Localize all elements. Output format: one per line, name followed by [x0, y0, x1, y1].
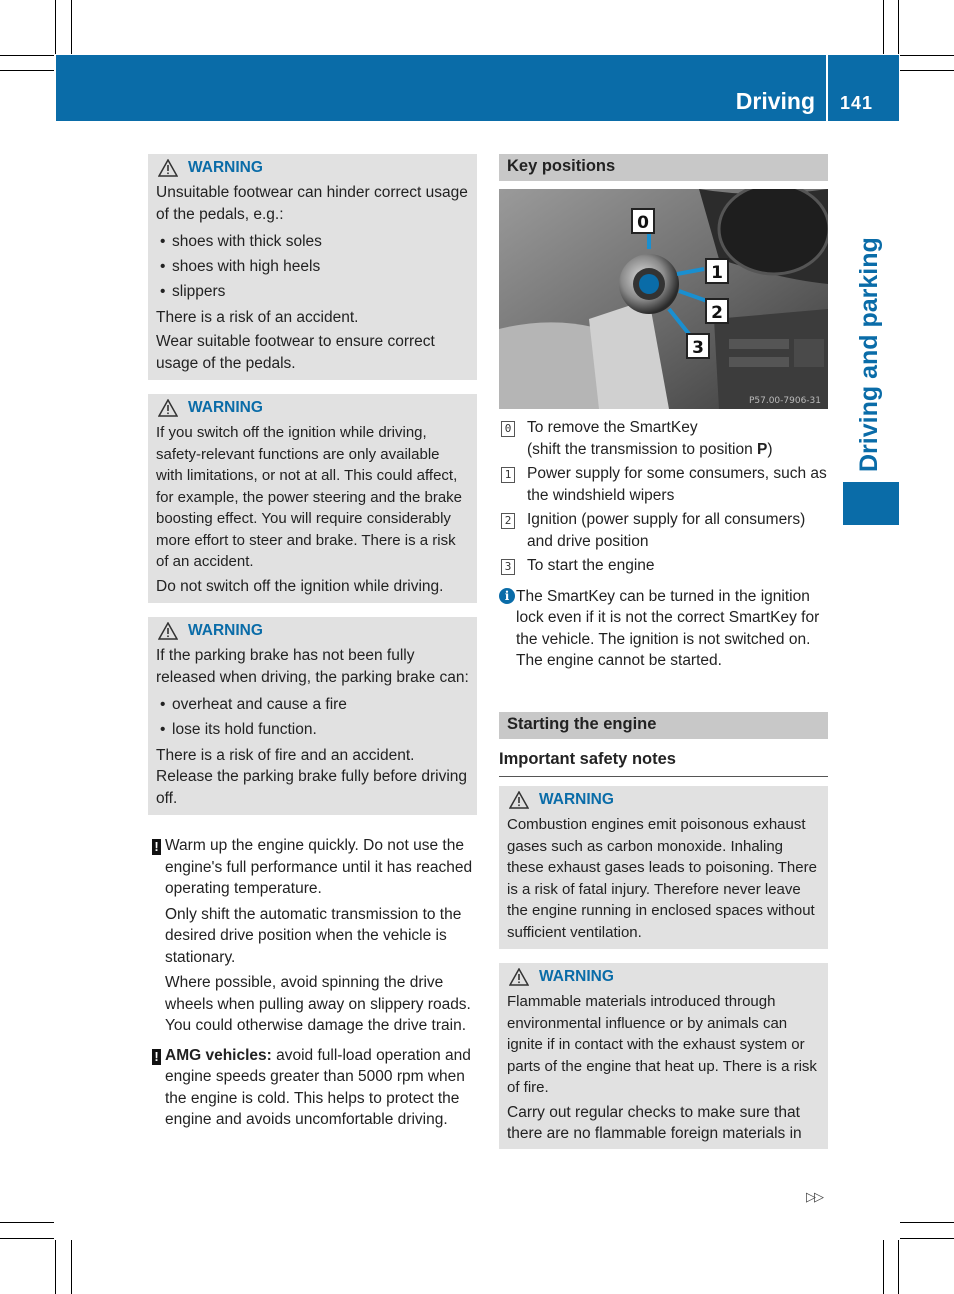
crop-mark	[883, 0, 884, 54]
key-positions-heading: Key positions	[499, 154, 828, 181]
note-text: Only shift the automatic transmission to the desired drive position when the vehicle is stationary.	[165, 905, 462, 966]
crop-mark	[900, 70, 954, 71]
callout-1: 1	[711, 263, 723, 283]
position-number: 3	[501, 559, 515, 575]
header-divider	[826, 55, 828, 121]
chapter-title: Driving and parking	[855, 237, 883, 472]
exclamation-icon: !	[152, 1049, 161, 1065]
right-column	[499, 154, 828, 1163]
crop-mark	[55, 1240, 56, 1294]
warning-triangle-icon	[509, 791, 529, 809]
position-number: 0	[501, 421, 515, 437]
note-text: Warm up the engine quickly. Do not use the engine's full performance until it has reached operating temperature.	[165, 837, 473, 897]
warning-text: There is a risk of fire and an accident. Release the parking brake fully before driving off.	[156, 746, 468, 807]
crop-mark	[883, 1240, 884, 1294]
key-position-item: 0 To remove the SmartKey (shift the transmission to position P)	[499, 417, 828, 460]
warning-text: If the parking brake has not been fully released when driving, the parking brake can:	[156, 647, 469, 686]
warning-text: Flammable materials introduced through environmental influence or by animals can ignite if in contact with the exhaust system or parts of the engine that heat up. There is a risk of fire.	[507, 993, 817, 1096]
warning-triangle-icon	[509, 968, 529, 986]
list-item: • shoes with high heels	[156, 256, 469, 278]
warning-heading: WARNING	[156, 620, 469, 642]
ignition-lock-photo	[499, 189, 828, 409]
warning-triangle-icon	[158, 159, 178, 177]
continued-marker: ▷▷	[806, 1189, 822, 1204]
crop-mark	[71, 1240, 72, 1294]
warning-text: Do not switch off the ignition while driving.	[156, 577, 444, 595]
warning-heading: WARNING	[507, 789, 820, 811]
position-number: 1	[501, 467, 515, 483]
section-title: Driving	[735, 88, 815, 114]
warning-text: There is a risk of an accident.	[156, 308, 359, 326]
warning-text: If you switch off the ignition while driving, safety-relevant functions are only available with limitations, or not at all. This could affect, for example, the power steering and the brake boosting effect. You will require considerably more effort to steer and brake. There is a risk of an accident.	[156, 424, 463, 570]
warning-triangle-icon	[158, 399, 178, 417]
page-number: 141	[839, 93, 873, 113]
info-icon: i	[499, 588, 515, 604]
warning-box	[499, 963, 828, 1149]
crop-mark	[900, 55, 954, 56]
bullet-list	[156, 231, 469, 303]
position-number: 2	[501, 513, 515, 529]
list-item: • lose its hold function.	[156, 719, 469, 741]
chapter-tab	[843, 482, 899, 525]
warning-box	[148, 154, 477, 380]
warning-box	[148, 617, 477, 815]
crop-mark	[898, 1240, 899, 1294]
callout-3: 3	[692, 338, 704, 358]
exclamation-icon: !	[152, 839, 161, 855]
warning-triangle-icon	[158, 622, 178, 640]
crop-mark	[55, 0, 56, 54]
list-item: • shoes with thick soles	[156, 231, 469, 253]
crop-mark	[900, 1238, 954, 1239]
warning-heading: WARNING	[156, 397, 469, 419]
amg-label: AMG vehicles:	[165, 1046, 272, 1064]
bullet-list	[156, 694, 469, 741]
list-item: • slippers	[156, 281, 469, 303]
warning-text: Unsuitable footwear can hinder correct usage of the pedals, e.g.:	[156, 184, 468, 223]
warning-heading: WARNING	[507, 966, 820, 988]
crop-mark	[900, 1222, 954, 1223]
warning-box	[499, 786, 828, 949]
safety-notes-heading: Important safety notes	[499, 749, 828, 778]
info-note	[499, 586, 828, 672]
left-column	[148, 154, 477, 1135]
image-code: P57.00-7906-31	[748, 396, 821, 406]
note-text: AMG vehicles: avoid full-load operation and engine speeds greater than 5000 rpm when the engine is cold. This helps to protect the engine and avoids uncomfortable driving.	[165, 1046, 471, 1128]
warning-text: Wear suitable footwear to ensure correct usage of the pedals.	[156, 333, 435, 372]
callout-2: 2	[711, 303, 723, 323]
info-text: The SmartKey can be turned in the ignition lock even if it is not the correct SmartKey for the vehicle. The ignition is not switched on. The engine cannot be started.	[516, 587, 820, 669]
crop-mark	[898, 0, 899, 54]
list-item: • overheat and cause a fire	[156, 694, 469, 716]
caution-note	[148, 835, 477, 1037]
warning-box	[148, 394, 477, 603]
note-text: Where possible, avoid spinning the drive wheels when pulling away on slippery roads. You could otherwise damage the drive train.	[165, 974, 471, 1034]
crop-mark	[0, 1238, 54, 1239]
crop-mark	[0, 55, 54, 56]
warning-text: Carry out regular checks to make sure that there are no flammable foreign materials in	[507, 1103, 802, 1142]
starting-engine-heading: Starting the engine	[499, 712, 828, 739]
callout-0: 0	[637, 213, 649, 233]
caution-note	[148, 1045, 477, 1131]
crop-mark	[0, 1222, 54, 1223]
warning-heading: WARNING	[156, 157, 469, 179]
ignition-illustration	[499, 189, 828, 409]
page-header	[56, 55, 899, 121]
key-position-item: 1 Power supply for some consumers, such as the windshield wipers	[499, 463, 828, 506]
key-position-item: 2 Ignition (power supply for all consumers) and drive position	[499, 509, 828, 552]
crop-mark	[71, 0, 72, 54]
key-position-item: 3 To start the engine	[499, 555, 828, 577]
crop-mark	[0, 70, 54, 71]
warning-text: Combustion engines emit poisonous exhaust gases such as carbon monoxide. Inhaling these exhaust gases leads to poisoning. There is a risk of fatal injury. Therefore never leave the engine running in enclosed spaces without sufficient ventilation.	[507, 816, 817, 941]
